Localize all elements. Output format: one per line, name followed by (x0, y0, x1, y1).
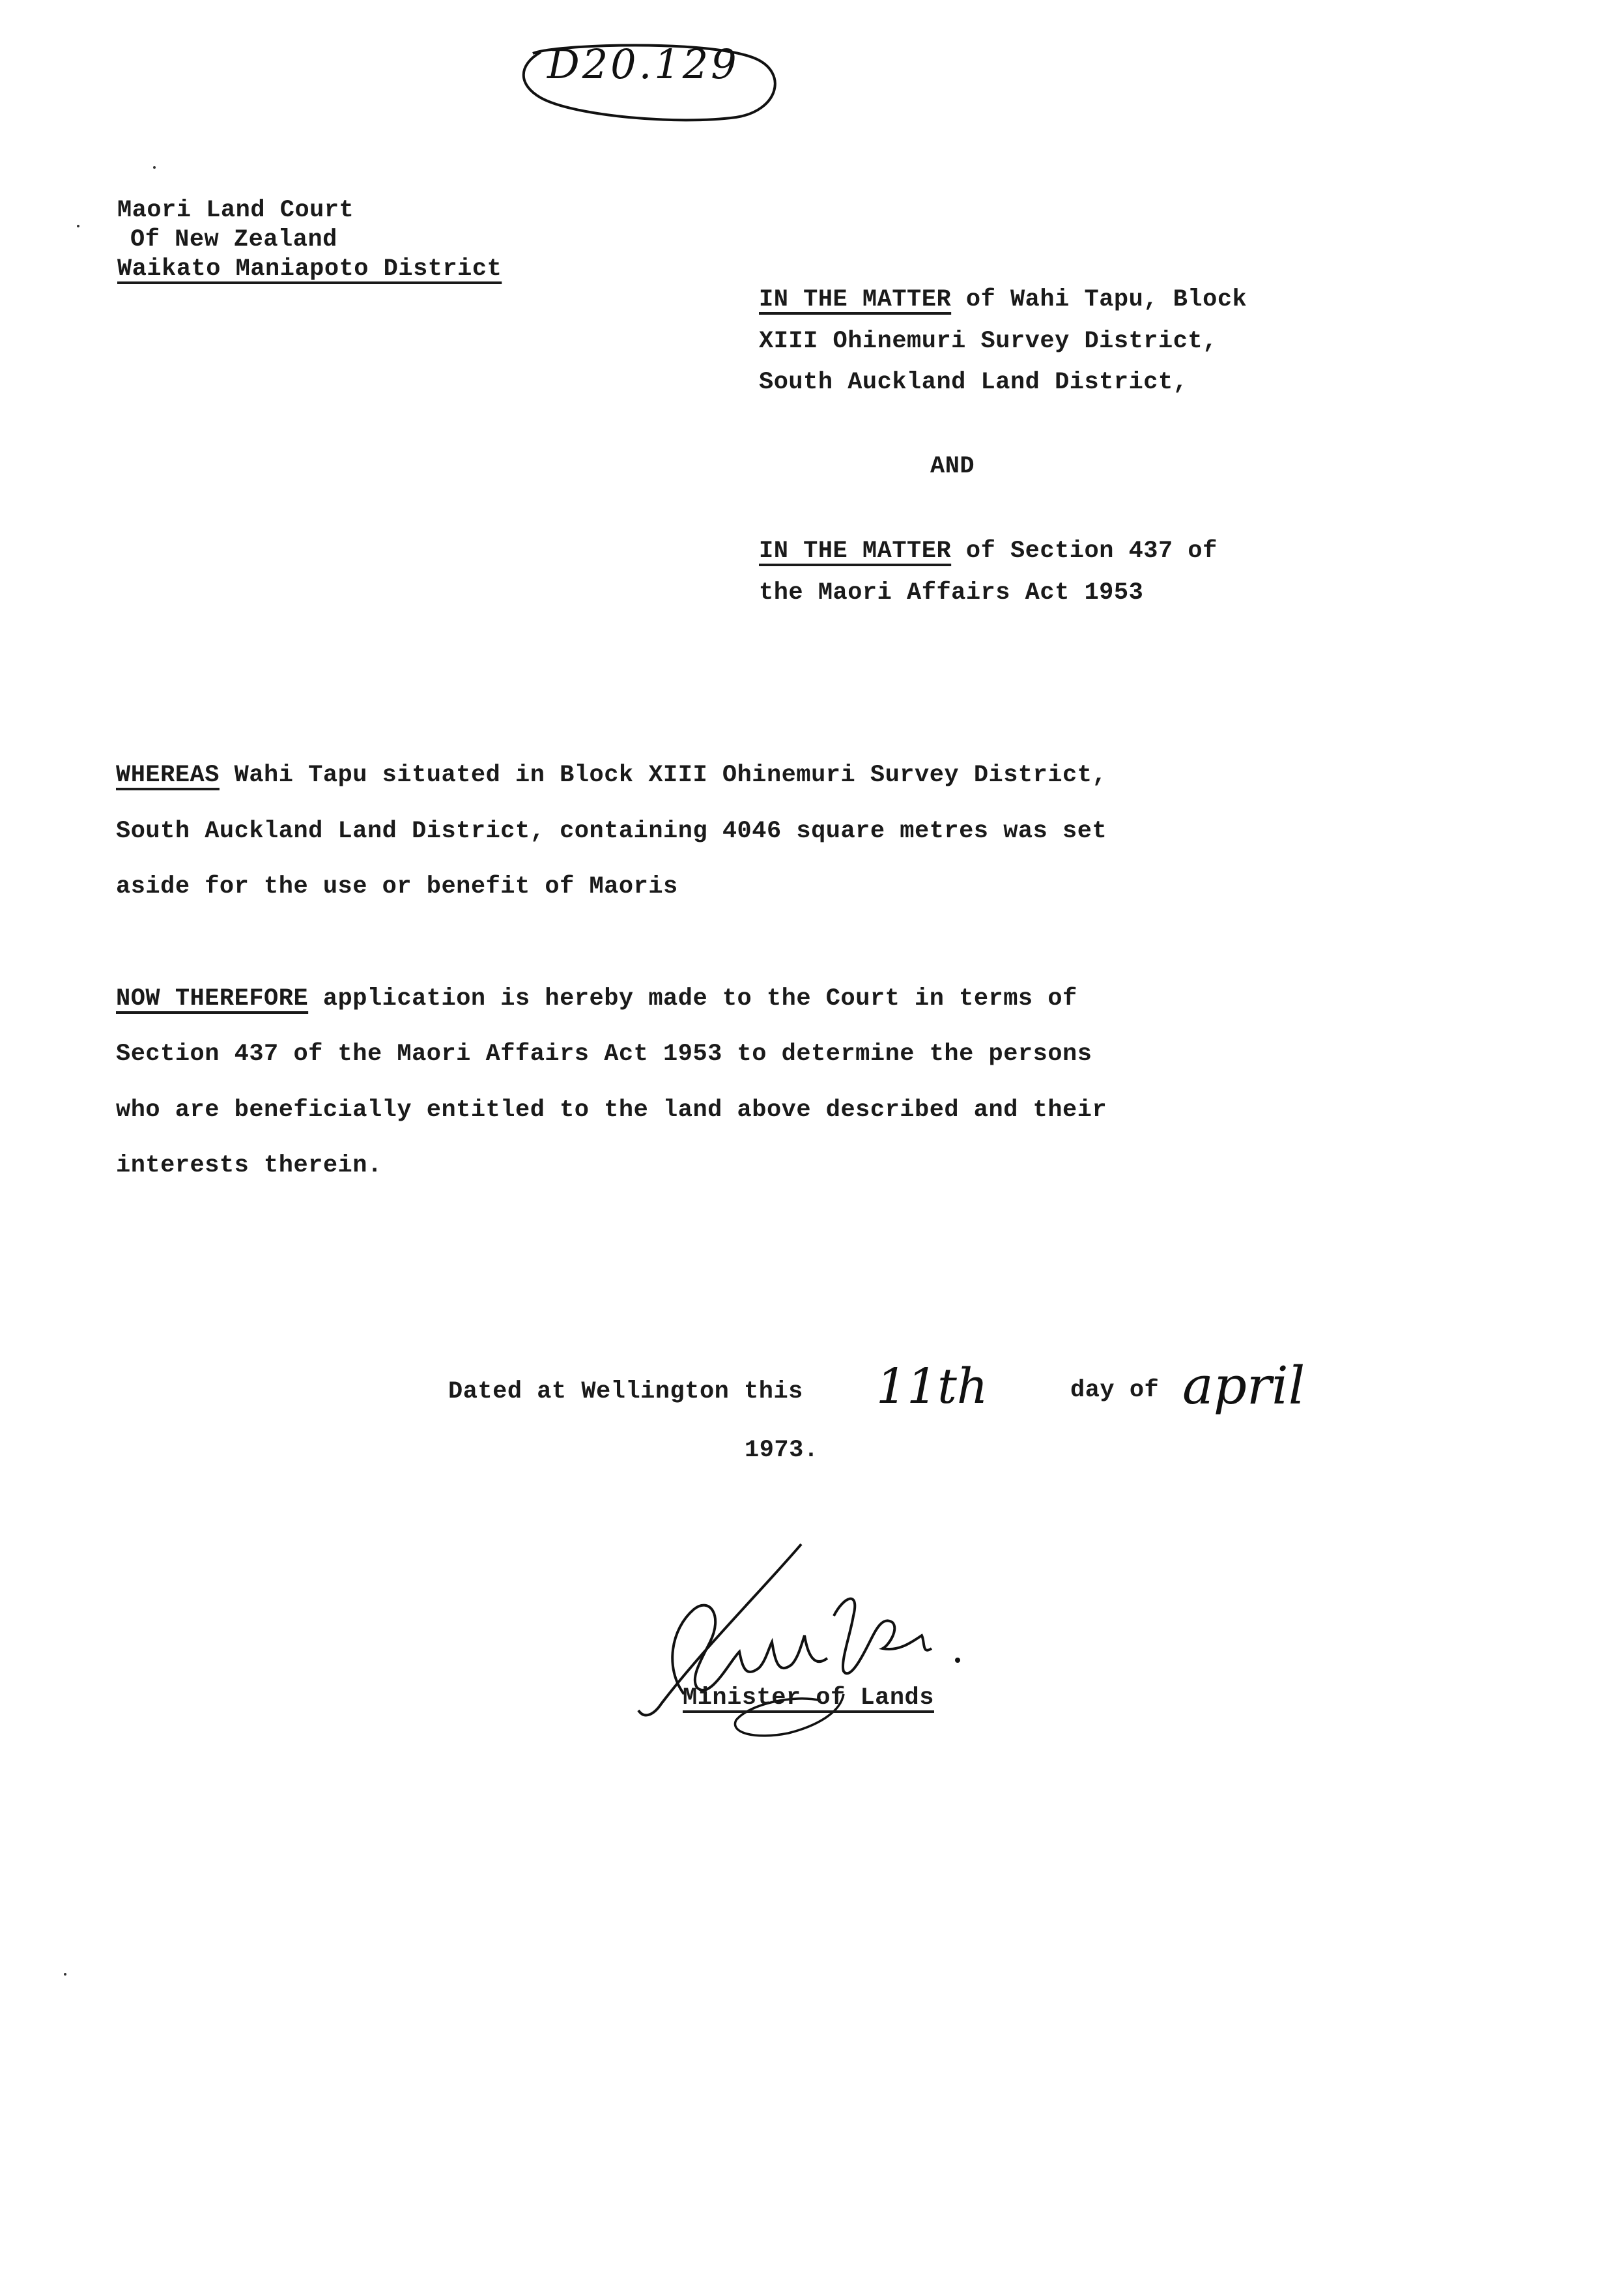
and-separator: AND (930, 453, 975, 480)
matter-1-line1-rest: of Wahi Tapu, Block (951, 286, 1247, 313)
dated-mid: day of (1070, 1377, 1160, 1404)
matter-2-line2: the Maori Affairs Act 1953 (759, 579, 1144, 607)
now-therefore-lead: NOW THEREFORE (116, 985, 309, 1013)
signatory-title: Minister of Lands (683, 1684, 934, 1712)
matter-1-line1 (759, 288, 1247, 312)
now-therefore-line4: interests therein. (116, 1152, 382, 1179)
whereas-line2: South Auckland Land District, containing 4046 square metres was set (116, 818, 1107, 845)
matter-2-line1 (759, 539, 1218, 564)
now-therefore-line1-rest: application is hereby made to the Court in terms of (308, 985, 1077, 1013)
dated-year: 1973. (745, 1437, 819, 1464)
scan-speck (153, 166, 156, 169)
matter-2-line1-rest: of Section 437 of (951, 538, 1218, 565)
handwritten-signature (625, 1538, 990, 1753)
matter-1-line2: XIII Ohinemuri Survey District, (759, 328, 1218, 355)
file-reference: D20.129 (547, 40, 739, 88)
now-therefore-line3: who are beneficially entitled to the land above described and their (116, 1097, 1107, 1124)
court-name-line2: Of New Zealand (130, 226, 337, 253)
scan-speck (77, 225, 79, 227)
whereas-line1 (116, 764, 1107, 788)
whereas-line3: aside for the use or benefit of Maoris (116, 873, 678, 900)
court-name-line1: Maori Land Court (117, 197, 354, 224)
scan-speck (64, 1973, 66, 1976)
whereas-line1-rest: Wahi Tapu situated in Block XIII Ohinemuri Survey District, (219, 762, 1107, 789)
court-district: Waikato Maniapoto District (117, 255, 502, 283)
dated-prefix: Dated at Wellington this (448, 1378, 803, 1405)
whereas-lead: WHEREAS (116, 762, 220, 789)
dated-day-handwritten: 11th (876, 1359, 988, 1415)
matter-1-line3: South Auckland Land District, (759, 369, 1188, 396)
dated-month-handwritten: april (1182, 1355, 1305, 1416)
now-therefore-line2: Section 437 of the Maori Affairs Act 1953 to determine the persons (116, 1041, 1092, 1068)
matter-2-lead: IN THE MATTER (759, 538, 952, 565)
now-therefore-line1 (116, 987, 1077, 1011)
matter-1-lead: IN THE MATTER (759, 286, 952, 313)
